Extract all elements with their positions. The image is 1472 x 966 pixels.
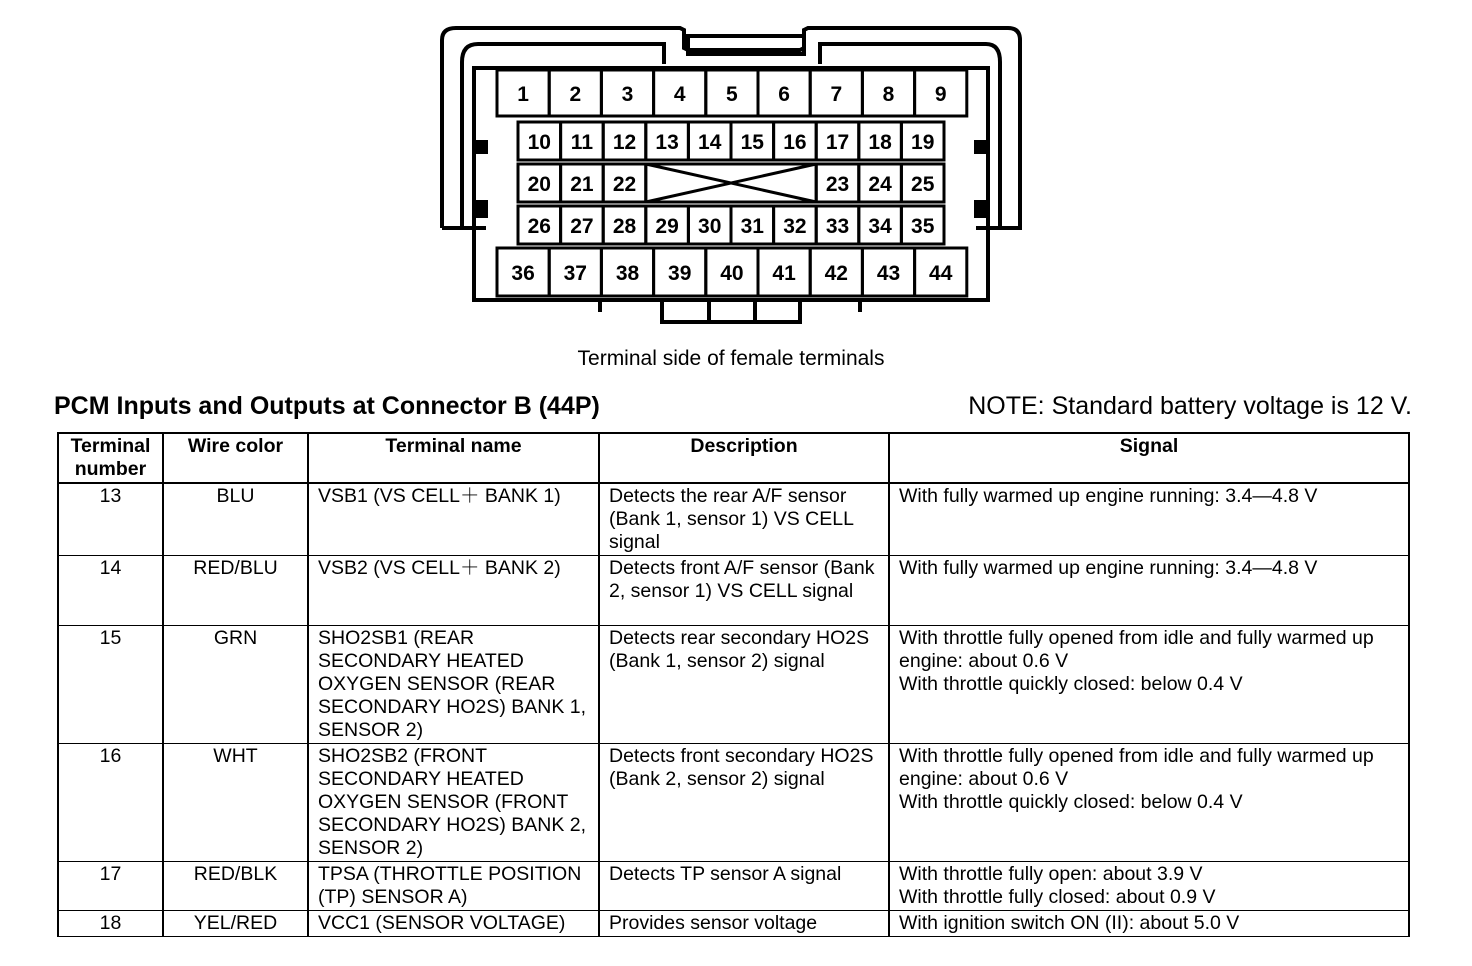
- pin-3: 3: [621, 83, 634, 106]
- cell-terminal-number: 16: [58, 744, 163, 862]
- signal-line: With throttle fully opened from idle and fully warmed up engine: about 0.6 V: [899, 627, 1374, 672]
- pin-29: 29: [655, 215, 679, 238]
- pin-31: 31: [740, 215, 764, 238]
- header-terminal-name: Terminal name: [308, 433, 599, 483]
- table-row: [58, 483, 1409, 556]
- pin-10: 10: [527, 131, 551, 154]
- cell-signal: [889, 626, 1409, 744]
- pin-12: 12: [612, 131, 637, 154]
- battery-note: NOTE: Standard battery voltage is 12 V.: [968, 392, 1412, 420]
- cell-description: Detects rear secondary HO2S (Bank 1, sensor 2) signal: [599, 626, 889, 744]
- cell-terminal-number: 13: [58, 483, 163, 556]
- header-signal: Signal: [889, 433, 1409, 483]
- pin-33: 33: [825, 215, 850, 238]
- signal-line: With fully warmed up engine running: 3.4—4.8 V: [899, 485, 1318, 507]
- pin-11: 11: [570, 131, 594, 154]
- pin-23: 23: [825, 173, 850, 196]
- cell-signal: [889, 911, 1409, 937]
- pin-24: 24: [868, 173, 892, 196]
- cell-terminal-name: VSB1 (VS CELL＋ BANK 1): [308, 483, 599, 556]
- cell-signal: [889, 862, 1409, 911]
- pin-13: 13: [655, 131, 679, 154]
- table-row: [58, 862, 1409, 911]
- table-row: [58, 556, 1409, 626]
- signal-line: With throttle quickly closed: below 0.4 V: [899, 673, 1243, 695]
- pin-42: 42: [824, 262, 848, 285]
- cell-terminal-name: SHO2SB2 (FRONT SECONDARY HEATED OXYGEN SENSOR (FRONT SECONDARY HO2S) BANK 2, SENSOR 2): [308, 744, 599, 862]
- pin-16: 16: [783, 131, 807, 154]
- cell-wire-color: WHT: [163, 744, 308, 862]
- pin-18: 18: [868, 131, 892, 154]
- connector-pins: [497, 70, 967, 296]
- header-wire-color: Wire color: [163, 433, 308, 483]
- connector-caption: Terminal side of female terminals: [577, 347, 885, 370]
- header-terminal-number: Terminal number: [58, 433, 163, 483]
- pin-30: 30: [698, 215, 722, 238]
- pin-22: 22: [612, 173, 637, 196]
- table-row: [58, 911, 1409, 937]
- signal-line: With throttle fully closed: about 0.9 V: [899, 886, 1216, 908]
- cell-terminal-name: TPSA (THROTTLE POSITION (TP) SENSOR A): [308, 862, 599, 911]
- pin-9: 9: [934, 83, 947, 106]
- page-heading: PCM Inputs and Outputs at Connector B (44P): [54, 392, 600, 420]
- header-description: Description: [599, 433, 889, 483]
- table-row: [58, 744, 1409, 862]
- cell-signal: [889, 556, 1409, 626]
- pin-35: 35: [911, 215, 935, 238]
- cell-wire-color: BLU: [163, 483, 308, 556]
- cell-terminal-number: 15: [58, 626, 163, 744]
- signal-line: With throttle fully opened from idle and fully warmed up engine: about 0.6 V: [899, 745, 1374, 790]
- pin-7: 7: [830, 83, 843, 106]
- cell-terminal-number: 17: [58, 862, 163, 911]
- pin-44: 44: [929, 262, 953, 285]
- terminal-table: [57, 432, 1410, 937]
- pin-40: 40: [720, 262, 744, 285]
- cell-terminal-number: 18: [58, 911, 163, 937]
- pin-26: 26: [527, 215, 551, 238]
- cell-terminal-number: 14: [58, 556, 163, 626]
- signal-line: With ignition switch ON (II): about 5.0 V: [899, 912, 1240, 934]
- pin-2: 2: [569, 83, 582, 106]
- pin-4: 4: [673, 83, 686, 106]
- pin-41: 41: [772, 262, 796, 285]
- cell-description: Provides sensor voltage: [599, 911, 889, 937]
- cell-terminal-name: SHO2SB1 (REAR SECONDARY HEATED OXYGEN SENSOR (REAR SECONDARY HO2S) BANK 1, SENSOR 2): [308, 626, 599, 744]
- pin-8: 8: [882, 83, 895, 106]
- table-header-row: [58, 433, 1409, 483]
- connector-diagram: [0, 0, 1472, 345]
- pin-25: 25: [911, 173, 935, 196]
- cell-signal: [889, 483, 1409, 556]
- pin-15: 15: [740, 131, 764, 154]
- pin-21: 21: [570, 173, 594, 196]
- pin-1: 1: [517, 83, 529, 106]
- pin-14: 14: [698, 131, 722, 154]
- signal-line: With throttle quickly closed: below 0.4 V: [899, 791, 1243, 813]
- pin-39: 39: [668, 262, 692, 285]
- pin-28: 28: [612, 215, 637, 238]
- cell-signal: [889, 744, 1409, 862]
- cell-wire-color: YEL/RED: [163, 911, 308, 937]
- cell-wire-color: GRN: [163, 626, 308, 744]
- pin-36: 36: [511, 262, 535, 285]
- signal-line: With throttle fully open: about 3.9 V: [899, 863, 1203, 885]
- cell-terminal-name: VCC1 (SENSOR VOLTAGE): [308, 911, 599, 937]
- pin-43: 43: [876, 262, 901, 285]
- cell-description: Detects the rear A/F sensor (Bank 1, sensor 1) VS CELL signal: [599, 483, 889, 556]
- cell-description: Detects front secondary HO2S (Bank 2, sensor 2) signal: [599, 744, 889, 862]
- cell-description: Detects TP sensor A signal: [599, 862, 889, 911]
- pin-32: 32: [783, 215, 807, 238]
- signal-line: With fully warmed up engine running: 3.4—4.8 V: [899, 557, 1318, 579]
- pin-19: 19: [911, 131, 935, 154]
- pin-17: 17: [825, 131, 850, 154]
- pin-20: 20: [527, 173, 551, 196]
- cell-wire-color: RED/BLK: [163, 862, 308, 911]
- pin-37: 37: [563, 262, 587, 285]
- cell-wire-color: RED/BLU: [163, 556, 308, 626]
- pin-5: 5: [726, 83, 738, 106]
- pin-34: 34: [868, 215, 892, 238]
- pin-38: 38: [615, 262, 640, 285]
- pin-27: 27: [570, 215, 594, 238]
- pin-6: 6: [778, 83, 790, 106]
- cell-description: Detects front A/F sensor (Bank 2, sensor 1) VS CELL signal: [599, 556, 889, 626]
- table-row: [58, 626, 1409, 744]
- cell-terminal-name: VSB2 (VS CELL＋ BANK 2): [308, 556, 599, 626]
